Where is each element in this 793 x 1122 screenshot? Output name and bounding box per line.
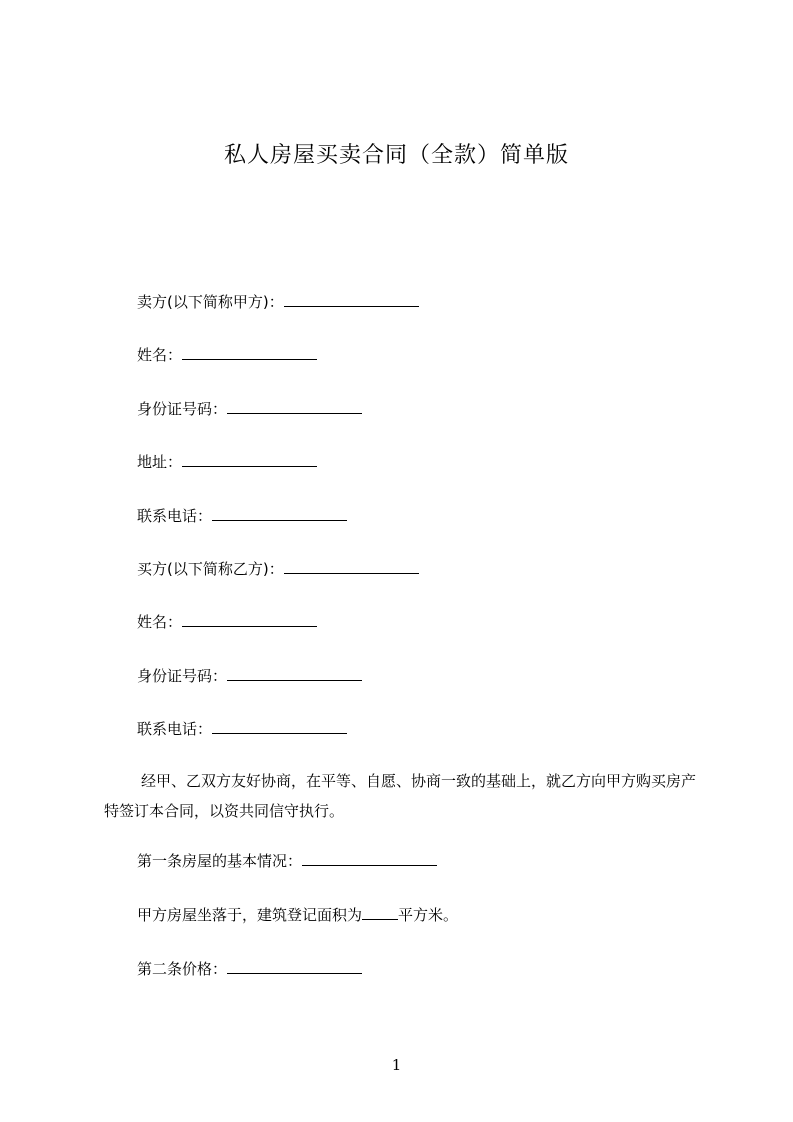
seller-phone-label: 联系电话：: [137, 507, 213, 525]
article2-heading-line: [137, 957, 362, 981]
buyer-id-line: [137, 664, 362, 688]
buyer-name-blank[interactable]: [182, 610, 317, 627]
article1-text-before: 甲方房屋坐落于，建筑登记面积为: [137, 906, 363, 924]
seller-phone-blank[interactable]: [212, 504, 347, 521]
preamble-paragraph: [104, 766, 704, 826]
buyer-blank[interactable]: [284, 557, 419, 574]
buyer-name-label: 姓名：: [137, 613, 183, 631]
seller-id-line: [137, 397, 362, 421]
article1-text-after: 平方米。: [398, 906, 459, 924]
seller-phone-line: [137, 504, 347, 528]
seller-heading-line: [137, 290, 419, 314]
article1-heading-line: [137, 849, 437, 873]
seller-name-line: [137, 343, 317, 367]
seller-address-line: [137, 450, 317, 474]
buyer-phone-label: 联系电话：: [137, 720, 213, 738]
article1-blank[interactable]: [302, 849, 437, 866]
seller-id-label: 身份证号码：: [137, 400, 228, 418]
buyer-id-blank[interactable]: [227, 664, 362, 681]
article1-text-line: [137, 903, 458, 927]
buyer-id-label: 身份证号码：: [137, 667, 228, 685]
seller-name-blank[interactable]: [182, 343, 317, 360]
buyer-heading-line: [137, 557, 419, 581]
buyer-phone-blank[interactable]: [212, 717, 347, 734]
article1-heading: 第一条房屋的基本情况：: [137, 852, 303, 870]
preamble-text: 经甲、乙双方友好协商，在平等、自愿、协商一致的基础上，就乙方向甲方购买房产特签订本合同，以资共同信守执行。: [104, 772, 697, 820]
buyer-heading: 买方(以下简称乙方)：: [137, 560, 284, 578]
article2-heading: 第二条价格：: [137, 960, 228, 978]
page-number: 1: [391, 1056, 402, 1074]
seller-name-label: 姓名：: [137, 346, 183, 364]
seller-id-blank[interactable]: [227, 397, 362, 414]
document-title: 私人房屋买卖合同（全款）简单版: [223, 143, 569, 168]
seller-address-label: 地址：: [137, 453, 183, 471]
seller-heading: 卖方(以下简称甲方)：: [137, 293, 284, 311]
buyer-name-line: [137, 610, 317, 634]
buyer-phone-line: [137, 717, 347, 741]
article2-blank[interactable]: [227, 957, 362, 974]
seller-address-blank[interactable]: [182, 450, 317, 467]
seller-blank[interactable]: [284, 290, 419, 307]
area-blank[interactable]: [362, 903, 398, 920]
